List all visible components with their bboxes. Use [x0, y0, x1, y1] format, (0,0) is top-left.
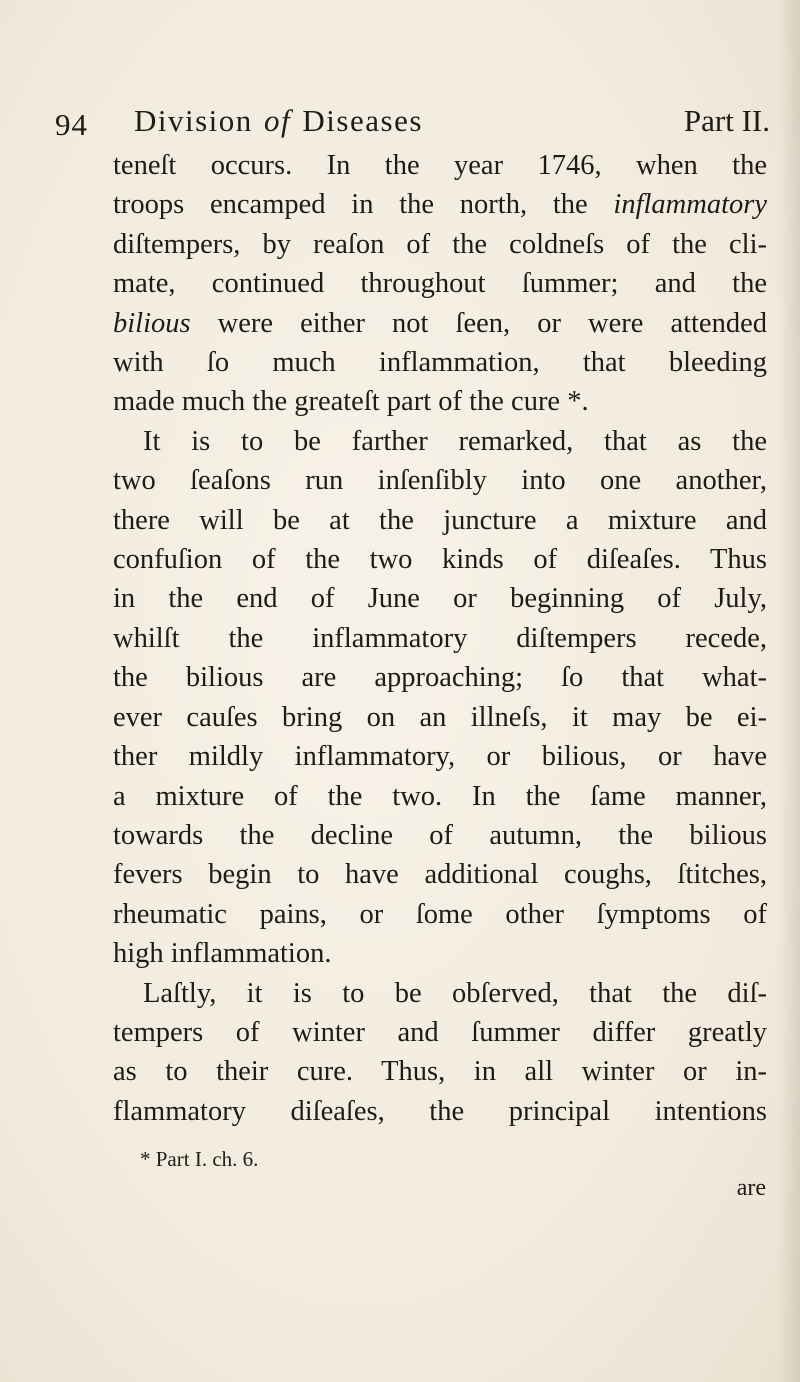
text-line: two ſeaſons run inſenſibly into one another,	[113, 465, 767, 497]
catchword: are	[736, 1175, 766, 1201]
text-line: whilſt the inflammatory diſtempers recede,	[113, 622, 767, 654]
text-line: towards the decline of autumn, the bilious	[113, 819, 767, 851]
text-line: confuſion of the two kinds of diſeaſes. Thus	[113, 544, 767, 576]
text-line: a mixture of the two. In the ſame manner,	[113, 780, 767, 812]
text-line: high inflammation.	[113, 938, 332, 970]
text-line: made much the greateſt part of the cure *.	[113, 386, 589, 418]
text-line: ther mildly inflammatory, or bilious, or have	[113, 741, 767, 773]
text-line: there will be at the juncture a mixture and	[113, 504, 767, 536]
part-label: Part II.	[683, 103, 770, 138]
text-run: were either not ſeen, or were attended	[190, 307, 767, 339]
running-head-division: Division	[134, 103, 253, 138]
text-line: teneſt occurs. In the year 1746, when the	[113, 150, 767, 181]
text-line: flammatory diſeaſes, the principal intentions	[113, 1095, 767, 1127]
text-line	[113, 304, 767, 343]
page-edge-shadow	[778, 0, 800, 1382]
text-line: as to their cure. Thus, in all winter or in-	[113, 1056, 767, 1088]
running-head-title	[134, 103, 423, 139]
text-line	[113, 185, 767, 224]
text-line: diſtempers, by reaſon of the coldneſs of the cli-	[113, 228, 767, 260]
paragraph-start-line: It is to be farther remarked, that as the	[143, 425, 767, 457]
running-head-of: of	[264, 103, 292, 138]
paragraph-start-line: Laſtly, it is to be obſerved, that the diſ-	[143, 977, 767, 1009]
text-line: the bilious are approaching; ſo that what-	[113, 662, 767, 694]
text-line: mate, continued throughout ſummer; and the	[113, 268, 767, 300]
text-line: rheumatic pains, or ſome other ſymptoms of	[113, 898, 767, 930]
body-text	[113, 146, 767, 1131]
text-line: in the end of June or beginning of July,	[113, 583, 767, 615]
footnote: * Part I. ch. 6.	[140, 1147, 259, 1171]
text-line: with ſo much inflammation, that bleeding	[113, 347, 767, 379]
text-line: ever cauſes bring on an illneſs, it may be ei-	[113, 701, 767, 733]
page-number: 94	[55, 107, 88, 142]
running-head-diseases: Diseases	[302, 103, 423, 138]
italic-term-inflammatory: inflammatory	[613, 189, 767, 221]
italic-term-bilious: bilious	[113, 307, 191, 339]
running-header	[55, 103, 770, 147]
text-run: troops encamped in the north, the	[113, 189, 614, 221]
text-line: tempers of winter and ſummer differ greatly	[113, 1016, 767, 1048]
text-line: fevers begin to have additional coughs, ſtitches,	[113, 859, 767, 891]
